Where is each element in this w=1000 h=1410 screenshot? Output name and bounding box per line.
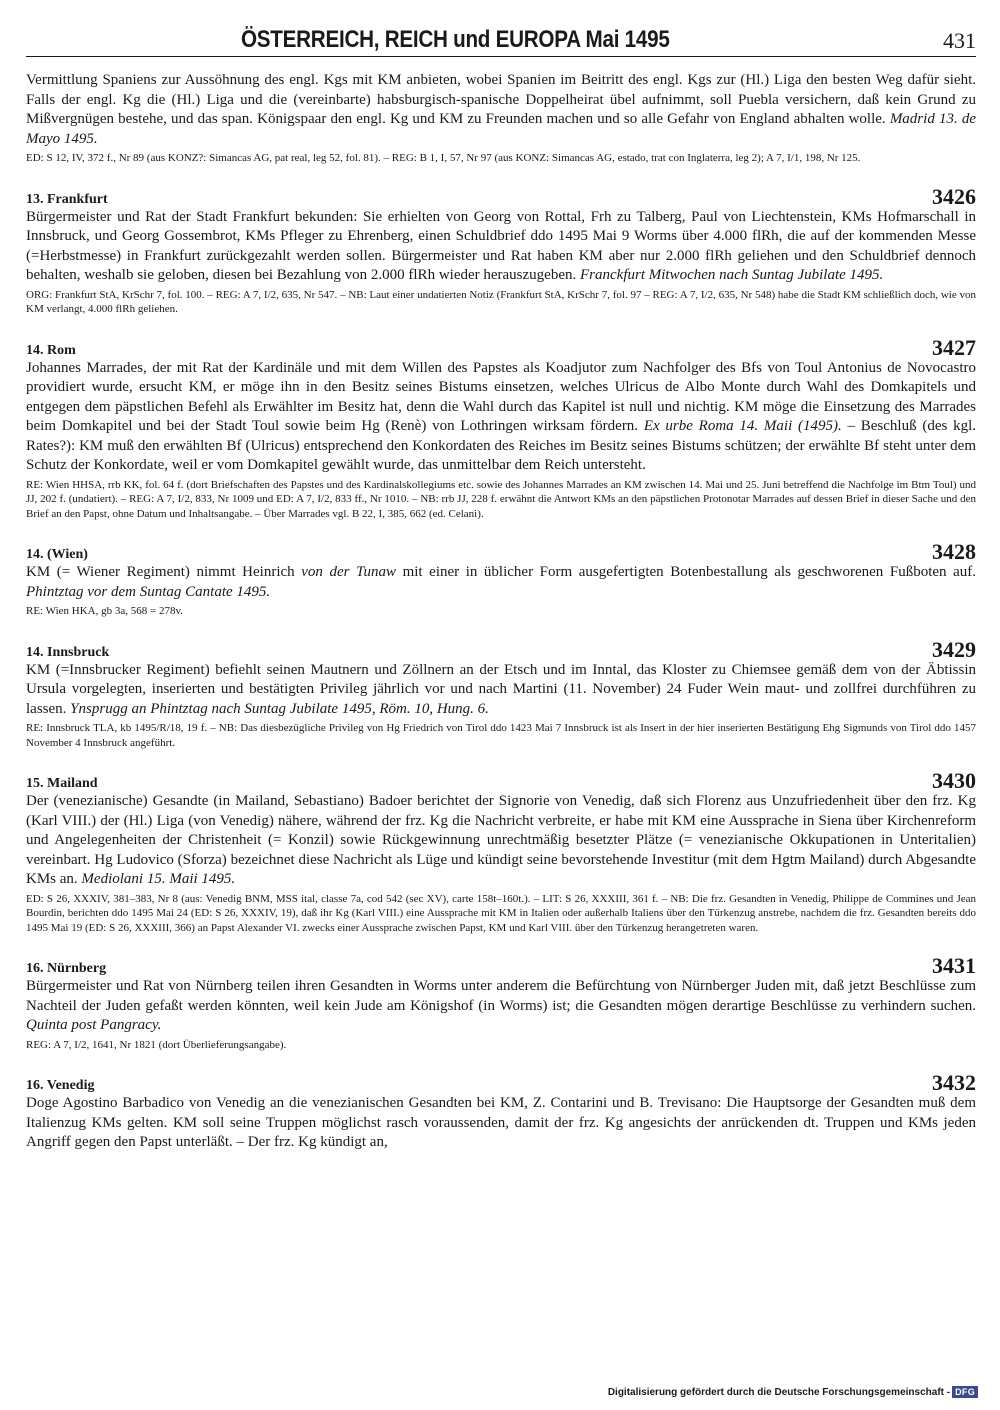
entry-body: Bürgermeister und Rat der Stadt Frankfurt bekunden: Sie erhielten von Georg von Rottal, Frh zu Talberg, Paul von Liechtenstein, KMs Hofmarschall in Innsbruck, und Georg Gossembrot, KMs Pfleger zu Ehrenberg, einen Schuldbrief ddo 1495 Mai 9 Worms über 4.000 flRh, die auf der kommenden Messe (=Herbstmesse) in Frankfurt zurückgezahlt werden sollen. Bürgermeister und Rat haben KM aber nur 2.000 flRh geliehen und den Schuldbrief dennoch behalten, weshalb sie geloben, diesen bei Bezahlung von 2.000 flRh wieder herauszugeben. <box>26 208 976 283</box>
running-header <box>26 26 976 57</box>
intro-body: Vermittlung Spaniens zur Aussöhnung des engl. Kgs mit KM anbieten, wobei Spanien im Beitritt des engl. Kgs zur (Hl.) Liga den besten Weg dafür sieht. Falls der engl. Kg die (Hl.) Liga und die (vereinbarte) habsburgisch-spanische Doppelheirat übel aufnimmt, soll Puebla versichern, daß kein Grund zu Mißvergnügen bestehe, und das span. Königspaar den engl. Kg und KM zu Freunden machen und so alle Gefahr von England abhalten wolle. <box>26 72 976 127</box>
entry-heading <box>26 1072 976 1094</box>
entry-date: Phintztag vor dem Suntag Cantate 1495. <box>26 583 271 600</box>
entry-text <box>26 792 976 890</box>
entry-number: 3427 <box>932 334 976 360</box>
digitization-footer <box>608 1386 978 1398</box>
entry-date: Mediolani 15. Maii 1495. <box>81 871 236 887</box>
entry-heading <box>26 183 976 209</box>
entry-text <box>26 359 976 476</box>
entry-place: 14. (Wien) <box>26 547 88 562</box>
intro-text <box>26 71 976 149</box>
entry-note: REG: A 7, I/2, 1641, Nr 1821 (dort Überlieferungsangabe). <box>26 1038 287 1051</box>
entry-note: RE: Innsbruck TLA, kb 1495/R/18, 19 f. – NB: Das diesbezügliche Privileg von Hg Friedrich von Tirol ddo 1423 Mai 7 Innsbruck ist als Insert in der hier inserierten Bestätigung Ehg Sigmunds von Tirol ddo 1457 November 4 Innsbruck angeführt. <box>26 722 976 749</box>
entry-number: 3429 <box>932 636 976 662</box>
entry-note: RE: Wien HKA, gb 3a, 568 = 278v. <box>26 605 183 617</box>
entry-body: KM (= Wiener Regiment) nimmt Heinrich von der Tunaw mit einer in üblicher Form ausgefertigten Botenbestallung als geschworenen Fußboten auf. <box>26 564 976 580</box>
entry-3431 <box>26 955 976 1052</box>
entry-body: Doge Agostino Barbadico von Venedig an die venezianischen Gesandten bei KM, Z. Contarini und B. Trevisano: Die Hauptsorge der Gesandten muß dem Italienzug KMs gelten. KM soll seine Truppen möglichst rasch voraussenden, damit der frz. Kg angesichts der anrückenden dt. Truppen und KMs jeden Angriff gegen den Papst unterläßt. – Der frz. Kg kündigt an, <box>26 1095 976 1150</box>
entry-note: RE: Wien HHSA, rrb KK, fol. 64 f. (dort Briefschaften des Papstes und des Kardinalskollegiums etc. sowie des Johannes Marrades an KM zwischen 14. Mai und 25. Juni betreffend die Nachfolge im Btm Toul) und JJ, 202 f. (undatiert). – REG: A 7, I/2, 833, Nr 1009 und ED: A 7, I/2, 833 ff., Nr 1010. – NB: rrb JJ, 228 f. erwähnt die Antwort KMs an den päpstlichen Protonotar Marrades auf dessen Brief in dieser Sache und den Brief an den Papst, ohne Datum und Inhaltsangabe. – Über Marrades vgl. B 22, I, 385, 662 (ed. Celani). <box>26 478 976 520</box>
intro-block <box>26 71 976 166</box>
entry-body: KM (=Innsbrucker Regiment) befiehlt seinen Mautnern und Zöllnern an der Etsch und im Inntal, das Kloster zu Chiemsee gemäß dem von der Äbtissin Ursula vorgelegten, inserierten und bestätigten Privileg jährlich vor und nach Martini (11. November) 24 Fuder Wein maut- und zollfrei durchführen zu lassen. <box>26 661 976 717</box>
entry-3432 <box>26 1072 976 1153</box>
entry-date: Ex urbe Roma 14. Maii (1495). <box>643 418 842 434</box>
entry-number: 3426 <box>932 183 976 209</box>
intro-date: Madrid 13. de Mayo 1495. <box>26 111 976 147</box>
entry-3430 <box>26 770 976 935</box>
entry-place: 16. Nürnberg <box>26 961 107 976</box>
entry-text <box>26 1094 976 1153</box>
entry-heading <box>26 334 976 360</box>
entry-text <box>26 661 976 720</box>
running-title: ÖSTERREICH, REICH und EUROPA Mai 1495 <box>241 26 670 53</box>
document-page <box>26 26 976 1153</box>
entry-3427 <box>26 334 977 522</box>
entry-body: Bürgermeister und Rat von Nürnberg teilen ihren Gesandten in Worms unter anderem die Befürchtung von Nürnberger Juden mit, daß jetzt Beschlüsse zum Nachteil der Juden gefaßt werden könnten, weil kein Jude am Königshof (in Worms) ist; die Gesandten mögen derartige Beschlüsse zu verhindern suchen. <box>26 978 976 1014</box>
entry-date: Quinta post Pangracy. <box>26 1017 162 1033</box>
entry-number: 3430 <box>932 768 976 793</box>
entry-place: 16. Venedig <box>26 1078 95 1093</box>
footer-text: Digitalisierung gefördert durch die Deutsche Forschungsgemeinschaft - <box>607 1386 951 1398</box>
entry-heading <box>26 770 976 792</box>
entry-3426 <box>26 183 976 317</box>
entry-heading <box>26 955 976 977</box>
entry-3429 <box>26 636 976 751</box>
entry-text <box>26 563 976 602</box>
entry-number: 3432 <box>932 1070 976 1095</box>
entry-note: ORG: Frankfurt StA, KrSchr 7, fol. 100. – REG: A 7, I/2, 635, Nr 547. – NB: Laut einer undatierten Notiz (Frankfurt StA, KrSchr 7, fol. 97 – REG: A 7, I/2, 635, Nr 548) habe die Stadt KM schließlich doch, wie von KM verlangt, 4.000 flRh geliehen. <box>26 288 976 315</box>
entry-body: Johannes Marrades, der mit Rat der Kardinäle und mit dem Willen des Papstes als Koadjutor zum Nachfolger des Bfs von Toul Antonius de Novocastro providiert wurde, ersucht KM, er möge ihn in den Besitz seines Bistums einsetzen, welches Ulricus de Albo Monte durch Wahl des Domkapitels und entgegen dem päpstlichen Befehl als Erwählter im Besitz hat, denn die Wahl durch das Kapitel ist null und nichtig. KM möge die Einsetzung des Marrades beim Domkapitel und bei der Stadt Toul sowie beim Hg (Renè) von Lothringen wirksam fördern. <box>26 359 976 434</box>
entry-date: Franckfurt Mitwochen nach Suntag Jubilate 1495. <box>580 267 884 283</box>
entry-place: 15. Mailand <box>26 776 98 791</box>
page-number: 431 <box>943 28 976 53</box>
entry-3428 <box>26 541 976 619</box>
entry-date: Ynsprugg an Phintztag nach Suntag Jubilate 1495, Röm. 10, Hung. 6. <box>70 700 489 717</box>
entry-text <box>26 977 976 1036</box>
entry-place: 14. Rom <box>26 342 76 358</box>
entry-body-continued: – Beschluß (des kgl. Rates?): KM muß den erwählten Bf (Ulricus) entsprechend den Konkordaten des Reiches im Besitz seines Bistums schützen; der erwählte Bf steht unter dem Schutz der Konkordate, weil er vom Domkapitel gewählt wurde, das unmittelbar dem Reich untersteht. <box>26 418 977 473</box>
entry-heading <box>26 636 976 662</box>
entry-body: Der (venezianische) Gesandte (in Mailand, Sebastiano) Badoer berichtet der Signorie von Venedig, daß sich Florenz aus Unzufriedenheit über den frz. Kg (Karl VIII.) der (Hl.) Liga (von Venedig) nähere, während der frz. Kg die Nachricht verbreite, er habe mit KM eine Aussprache in Siena über Kirchenreform und Angelegenheiten der Christenheit (= Konzil) sowie Rückgewinnung unrechtmäßig besetzter Plätze (= venezianische Okkupationen in Unteritalien) vereinbart. Hg Ludovico (Sforza) bezeichnet diese Nachricht als Lüge und kündigt seine bevorstehende Investitur (mit dem Hgtm Mailand) durch Abgesandte KMs an. <box>26 793 976 887</box>
entry-heading <box>26 541 976 563</box>
entry-note: ED: S 26, XXXIV, 381–383, Nr 8 (aus: Venedig BNM, MSS ital, classe 7a, cod 542 (sec XV), carte 158t–160t.). – LIT: S 26, XXXIII, 361 f. – NB: Die frz. Gesandten in Venedig, Philippe de Commines und Jean Bourdin, berichten ddo 1495 Mai 24 (ED: S 26, XXXIV, 19), daß ihr Kg (Karl VIII.) eine Aussprache mit KM in Italien oder außerhalb Italiens über den Türkenzug anstrebe, nachdem die frz. Gesandten bereits ddo 1495 Mai 19 (ED: S 26, XXXIII, 366) an Papst Alexander VI. zwecks einer Aussprache zwischen Papst, KM und Karl VIII. über den Türkenzug herangetreten waren. <box>26 892 976 934</box>
entry-number: 3431 <box>932 953 976 978</box>
intro-note: ED: S 12, IV, 372 f., Nr 89 (aus KONZ?: Simancas AG, pat real, leg 52, fol. 81). – REG: B 1, I, 57, Nr 97 (aus KONZ: Simancas AG, estado, trat con Inglaterra, leg 2); A 7, I/1, 198, Nr 125. <box>26 152 861 164</box>
entry-place: 13. Frankfurt <box>26 191 108 207</box>
entry-number: 3428 <box>932 539 976 564</box>
dfg-logo: DFG <box>952 1386 978 1398</box>
entry-text <box>26 208 976 286</box>
entry-place: 14. Innsbruck <box>26 644 110 660</box>
